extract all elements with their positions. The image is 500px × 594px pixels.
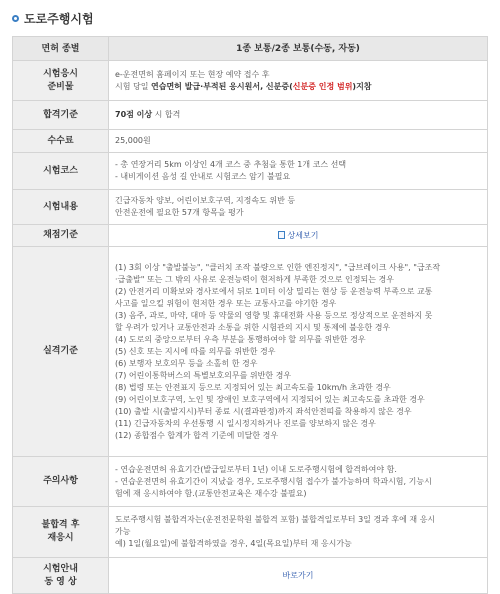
label-video — [13, 558, 109, 594]
row-fail — [13, 247, 488, 457]
retake-line1: 도로주행시험 불합격자는(운전전문학원 불합격 포함) 불합격일로부터 3일 경과 후에 재 응시 — [115, 515, 436, 524]
list-item: (2) 안전거리 미확보와 경사로에서 뒤로 1미터 이상 밀리는 현상 등 운전능력 부족으로 교통 — [115, 286, 433, 296]
road-test-info-table — [12, 36, 488, 594]
label-note: 주의사항 — [13, 457, 109, 507]
content-pass — [109, 101, 488, 130]
header-license-classes: 1종 보통/2종 보통(수동, 자동) — [109, 37, 488, 61]
fail-list — [115, 262, 481, 442]
note-line2: - 연습운전면허 유효기간이 지났을 경우, 도로주행시험 접수가 불가능하며 학과시험, 기능시 — [115, 476, 432, 486]
score-detail-label: 상세보기 — [287, 230, 319, 240]
list-item: (8) 법령 또는 안전표지 등으로 지정되어 있는 최고속도를 10km/h 초과한 경우 — [115, 382, 391, 392]
list-item: 사고를 일으킬 위험이 현저한 경우 또는 교통사고를 야기한 경우 — [115, 298, 337, 308]
list-item: (9) 어린이보호구역, 노인 및 장애인 보호구역에서 지정되어 있는 최고속도를 초과한 경우 — [115, 394, 425, 404]
content-line1: 긴급자동차 양보, 어린이보호구역, 지정속도 위반 등 — [115, 196, 296, 205]
row-retake — [13, 507, 488, 558]
header-license-type: 면허 종별 — [13, 37, 109, 61]
list-item: (12) 종합점수 합계가 합격 기준에 미달한 경우 — [115, 430, 279, 440]
row-fee — [13, 130, 488, 153]
course-line1: - 총 연장거리 5km 이상인 4개 코스 중 추첨을 통한 1개 코스 선택 — [115, 160, 347, 169]
video-shortcut-link[interactable]: 바로가기 — [282, 570, 314, 580]
score-detail-link[interactable] — [278, 231, 319, 240]
content-retake — [109, 507, 488, 558]
document-icon — [278, 231, 285, 239]
table-header-row — [13, 37, 488, 61]
label-prep-line2: 준비물 — [47, 81, 74, 92]
row-score — [13, 225, 488, 247]
content-note — [109, 457, 488, 507]
label-fail: 실격기준 — [13, 247, 109, 457]
row-content — [13, 190, 488, 225]
row-video — [13, 558, 488, 594]
label-pass: 합격기준 — [13, 101, 109, 130]
content-fee: 25,000원 — [109, 130, 488, 153]
note-line1: - 연습운전면허 유효기간(발급일로부터 1년) 이내 도로주행시험에 합격하여야 함. — [115, 464, 397, 474]
label-prep-line1: 시험응시 — [43, 68, 78, 79]
label-prep — [13, 61, 109, 101]
label-retake-line1: 불합격 후 — [41, 520, 80, 530]
list-item: (1) 3회 이상 "출발불능", "클러치 조작 불량으로 인한 엔진정지", "급브레이크 사용", "급조작 — [115, 262, 441, 272]
label-score: 채점기준 — [13, 225, 109, 247]
pass-suffix: 시 합격 — [152, 110, 181, 119]
prep-line2-d: )지참 — [352, 81, 372, 91]
content-line2: 안전운전에 필요한 57개 항목을 평가 — [115, 208, 244, 217]
content-prep — [109, 61, 488, 101]
bullet-circle-icon — [12, 15, 19, 22]
content-fail — [109, 247, 488, 457]
label-retake — [13, 507, 109, 558]
list-item: (11) 긴급자동차의 우선통행 시 일시정지하거나 진로를 양보하지 않은 경우 — [115, 418, 376, 428]
label-content: 시험내용 — [13, 190, 109, 225]
row-course — [13, 153, 488, 190]
list-item: (7) 어린이통학버스의 특별보호의무를 위반한 경우 — [115, 370, 292, 380]
label-video-line2: 동 영 상 — [44, 576, 77, 587]
row-pass — [13, 101, 488, 130]
content-content — [109, 190, 488, 225]
pass-score: 70점 이상 — [115, 110, 153, 119]
list-item: 할 우려가 있거나 교통안전과 소통을 위한 시험관의 지시 및 통제에 불응한 경우 — [115, 322, 391, 332]
content-video — [109, 558, 488, 594]
row-note — [13, 457, 488, 507]
note-line3: 험에 재 응시하여야 함.(교통안전교육은 재수강 불필요) — [115, 488, 307, 498]
list-item: (4) 도로의 중앙으로부터 우측 부분을 통행하여야 할 의무를 위반한 경우 — [115, 334, 366, 344]
course-line2: - 내비게이션 음성 길 안내로 시험코스 암기 불필요 — [115, 172, 291, 181]
label-course: 시험코스 — [13, 153, 109, 190]
row-prep — [13, 61, 488, 101]
content-course — [109, 153, 488, 190]
list-item: (10) 출발 시(출발지시)부터 종료 시(결과판정)까지 좌석안전띠를 착용하지 않은 경우 — [115, 406, 412, 416]
list-item: (5) 신호 또는 지시에 따를 의무를 위반한 경우 — [115, 346, 276, 356]
prep-line2-a: 시험 당일 — [115, 81, 151, 91]
prep-line2 — [115, 81, 481, 93]
retake-line3: 예) 1일(월요일)에 불합격하였을 경우, 4일(목요일)부터 재 응시가능 — [115, 539, 352, 548]
content-score — [109, 225, 488, 247]
prep-line2-b: 연습면허 발급·부적된 응시원서, 신분증( — [151, 81, 293, 91]
prep-line1: e-운전면허 홈페이지 또는 현장 예약 접수 후 — [115, 69, 270, 79]
label-fee: 수수료 — [13, 130, 109, 153]
label-retake-line2: 재응시 — [47, 533, 74, 543]
section-title — [12, 9, 94, 27]
list-item: ·급출발" 또는 그 밖의 사유로 운전능력이 현저하게 부족한 것으로 인정되는 경우 — [115, 274, 394, 284]
list-item: (6) 보행자 보호의무 등을 소홀히 한 경우 — [115, 358, 258, 368]
page-title: 도로주행시험 — [24, 11, 94, 26]
list-item: (3) 음주, 과로, 마약, 대마 등 약물의 영향 및 휴대전화 사용 등으로 정상적으로 운전하지 못 — [115, 310, 433, 320]
retake-line2: 가능 — [115, 527, 131, 536]
id-range-link[interactable]: 신분증 인정 범위 — [292, 81, 353, 91]
label-video-line1: 시험안내 — [43, 563, 78, 574]
